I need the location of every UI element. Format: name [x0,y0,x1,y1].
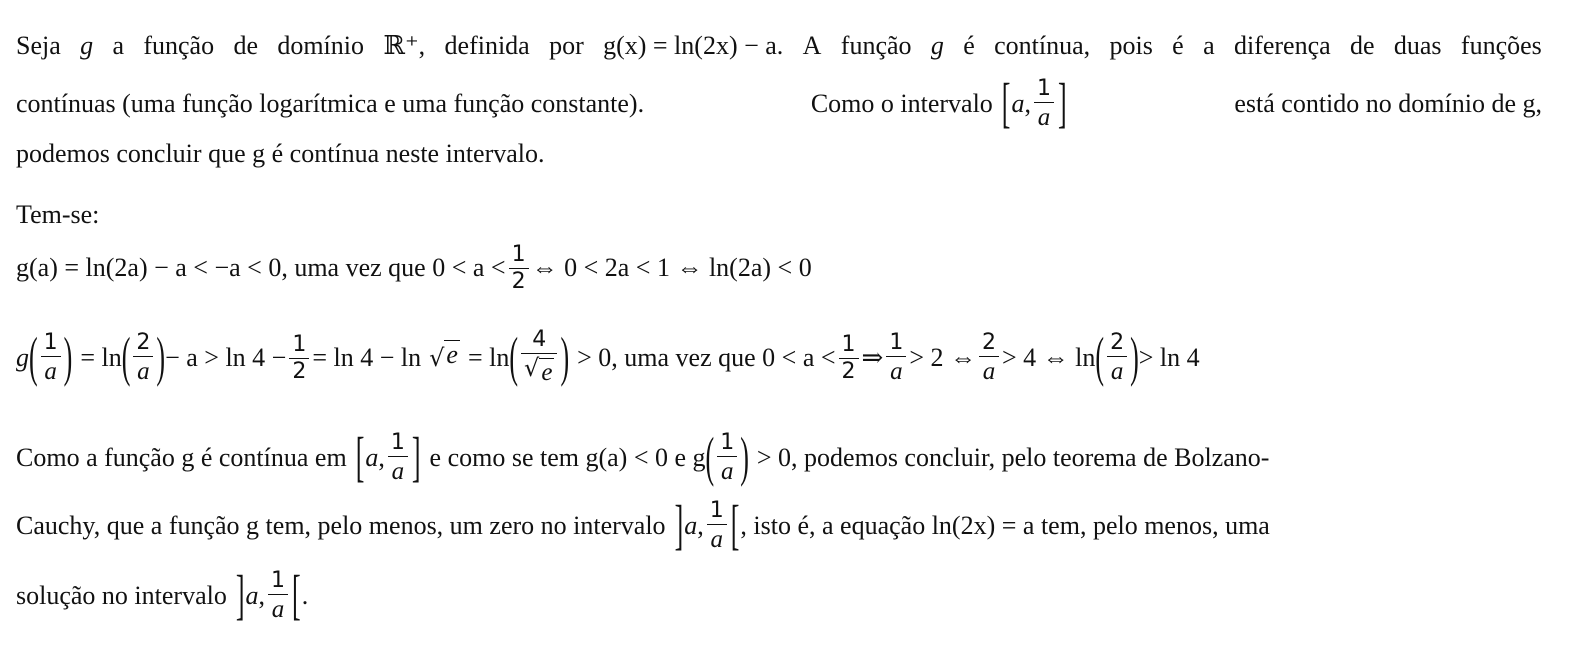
bracket-open-right: ] [235,564,245,626]
numerator: 4 [532,327,547,353]
bracket-open-left: [ [292,564,301,626]
para2-line3-text: solução no intervalo [16,581,227,610]
numerator: 1 [889,330,904,355]
para1-word: pois [1109,31,1153,60]
para2-line3 [16,564,309,626]
fraction-1-over-2 [509,241,529,294]
fraction-1-over-a [41,332,61,384]
radicand: e [541,359,553,387]
paren-right: ) [156,326,166,388]
eq2-condition: > 0, uma vez que 0 < a < [577,343,836,372]
para1-word: por [549,31,584,60]
eq2-mid2: = ln 4 − ln [312,343,422,372]
denominator: a [44,358,57,385]
gt-ln4: > ln 4 [1138,343,1200,372]
para1-line1 [16,26,1542,66]
numerator: 2 [1110,330,1125,355]
bracket-open-left: [ [730,494,740,556]
comma: , [258,581,266,610]
denominator: 2 [292,358,307,384]
eq-ln: = ln [80,343,122,372]
bracket-open-right: ] [674,494,684,556]
fraction-1-over-2 [839,331,859,384]
bracket-left: [ [1001,72,1011,134]
eq-ln2: = ln [467,343,510,372]
numerator: 1 [43,330,58,355]
paren-right: ) [1130,326,1139,388]
para2-line2-text-a: Cauchy, que a função g tem, pelo menos, um zero no intervalo [16,511,666,540]
para1-word: g [80,31,94,60]
bracket-left: [ [355,426,365,488]
interval-closed-group [810,72,1068,134]
para2-text-b: e como se tem g(a) < 0 e g [429,443,706,472]
denominator: a [720,458,734,485]
fraction-1-over-a [268,570,288,622]
sqrt-e [429,338,460,378]
denominator: a [391,458,405,485]
bracket-right: ] [411,426,421,488]
denominator: 2 [511,268,526,294]
gt-2: > 2 ⇔ [909,343,976,372]
numerator: 1 [271,568,286,593]
eq2-mid: − a > ln 4 − [165,343,287,372]
para1-word: domínio [277,31,364,60]
denominator: 2 [841,358,856,384]
para1-word: Seja [16,31,61,60]
numerator: 1 [841,331,856,357]
paren-right: ) [63,326,73,388]
denominator: a [1110,358,1124,385]
para2-line1 [16,426,1542,488]
equation-1 [16,241,812,294]
para1-word: a [112,31,124,60]
radical: √ [524,354,540,383]
gt-4: > 4 ⇔ ln [1002,343,1096,372]
fraction-1-over-a [717,432,737,484]
func-g: g [16,343,29,372]
para1-word: de [1350,31,1375,60]
eq1-left: g(a) = ln(2a) − a < −a < 0, uma vez que 0 < a < [16,253,506,282]
para1-word: funções [1460,31,1542,60]
eq2-part1 [16,326,1200,388]
comma: , [1024,89,1031,118]
paren-left: ( [509,326,519,388]
denominator: a [890,358,903,385]
denominator: a [710,526,723,553]
fraction-4-over-sqrt-e [521,329,557,387]
comma: , [697,511,704,540]
fraction-1-over-a [388,432,408,484]
para1-word: g(x) = ln(2x) − a. [603,31,784,60]
paren-left: ( [121,326,131,388]
para1-word: contínua, [994,31,1091,60]
numerator: 1 [511,241,526,267]
paren-right: ) [560,326,570,388]
para1-word: é [963,31,975,60]
paren-left: ( [705,426,715,488]
numerator: 2 [136,330,151,355]
eq1-right: ⇔ 0 < 2a < 1 ⇔ ln(2a) < 0 [531,253,812,282]
denominator: a [1037,104,1051,131]
paren-right: ) [740,426,749,488]
para1-line2 [16,72,1542,134]
comma: , [378,443,385,472]
denominator: a [271,596,285,623]
radical: √ [429,344,445,372]
numerator: 1 [292,331,307,357]
period: . [301,581,309,610]
equation-2 [16,326,1542,388]
denominator [521,354,557,387]
implies: ⇒ [861,343,884,372]
numerator: 1 [390,430,405,455]
fraction-2-over-a [1107,332,1127,384]
var-a: a [684,511,698,540]
paren-left: ( [29,326,38,388]
bracket-right: ] [1057,72,1067,134]
para1-word: g [930,31,944,60]
para1-word: é [1172,31,1184,60]
para2-line1-group [16,426,1270,488]
radicand: e [446,340,458,369]
para2-text-c: > 0, podemos concluir, pelo teorema de Bolzano- [756,443,1270,472]
numerator: 2 [982,330,996,355]
paren-left: ( [1095,326,1105,388]
para1-word: definida [444,31,530,60]
para1-word: de [233,31,258,60]
denominator: a [137,358,150,385]
numerator: 1 [1036,76,1051,101]
para1-word: A [802,31,822,60]
para1-word: duas [1393,31,1442,60]
numerator: 1 [709,498,724,523]
denominator: a [982,358,996,385]
numerator: 1 [720,430,735,455]
para1-word: função [143,31,215,60]
fraction-2-over-a [979,332,999,384]
para2-text-a: Como a função g é contínua em [16,443,347,472]
para1-line2-after: está contido no domínio de g, [1234,89,1542,118]
var-a: a [365,443,379,472]
fraction-1-over-a [886,332,906,384]
fraction-2-over-a [133,332,153,384]
para2-line2-text-b: , isto é, a equação ln(2x) = a tem, pelo menos, uma [740,511,1270,540]
var-a: a [245,581,259,610]
fraction-1-over-a [707,500,727,552]
fraction-1-over-a [1034,78,1054,130]
para1-line2-text: contínuas (uma função logarítmica e uma função constante). [16,89,645,118]
para1-line3: podemos concluir que g é contínua neste intervalo. [16,139,545,168]
para1-como: Como o intervalo [810,89,993,118]
para2-line2 [16,494,1542,556]
fraction-1-over-2 [289,331,309,384]
para1-word: diferença [1233,31,1331,60]
para1-word: a [1203,31,1215,60]
para1-word: função [840,31,912,60]
var-a: a [1011,89,1025,118]
para1-word: ℝ⁺, [383,31,426,60]
tem-se-label: Tem-se: [16,200,100,229]
